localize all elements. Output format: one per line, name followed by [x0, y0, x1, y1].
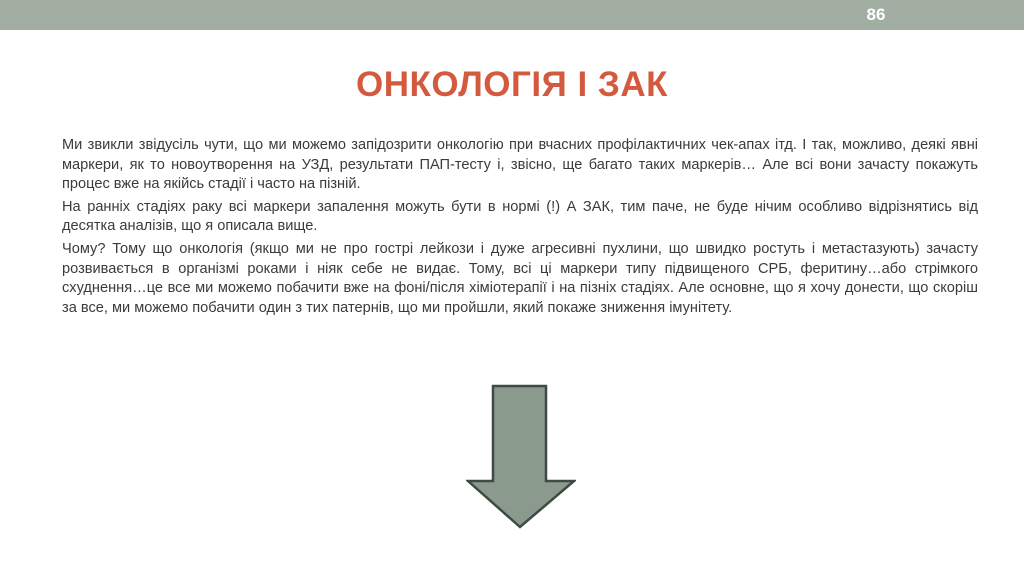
top-bar — [0, 0, 1024, 30]
slide-title: ОНКОЛОГІЯ І ЗАК — [356, 65, 668, 104]
down-arrow-icon — [466, 384, 576, 530]
paragraph-1: Ми звикли звідусіль чути, що ми можемо запідозрити онкологію при вчасних профілактичних чек-апах ітд. І так, можливо, деякі явні маркери, як то новоутворення на УЗД, результати ПАП-тесту і, звісно, ще багато таких маркерів… Але всі вони зачасту покажуть процес вже на якійсь стадії і часто на пізній. — [62, 137, 978, 193]
slide-number: 86 — [866, 5, 886, 24]
paragraph-2: На ранніх стадіях раку всі маркери запалення можуть бути в нормі (!) А ЗАК, тим паче, не буде нічим особливо відрізнятись від десятка аналізів, що я описала вище. — [62, 198, 978, 235]
slide-body — [62, 136, 978, 321]
down-arrow-shape — [468, 386, 574, 527]
paragraph-3: Чому? Тому що онкологія (якщо ми не про гострі лейкози і дуже агресивні пухлини, що швидко ростуть і метастазують) зачасту розвивається в організмі роками і ніяк себе не видає. Тому, всі ці маркери типу підвищеного СРБ, феритину…або стрімкого схуднення…це все ми можемо побачити вже на фоні/після хіміотерапії і на пізніх стадіях. Але основне, що я хочу донести, що скоріш за все, ми можемо побачити один з тих патернів, що ми пройшли, який покаже зниження імунітету. — [62, 240, 978, 316]
